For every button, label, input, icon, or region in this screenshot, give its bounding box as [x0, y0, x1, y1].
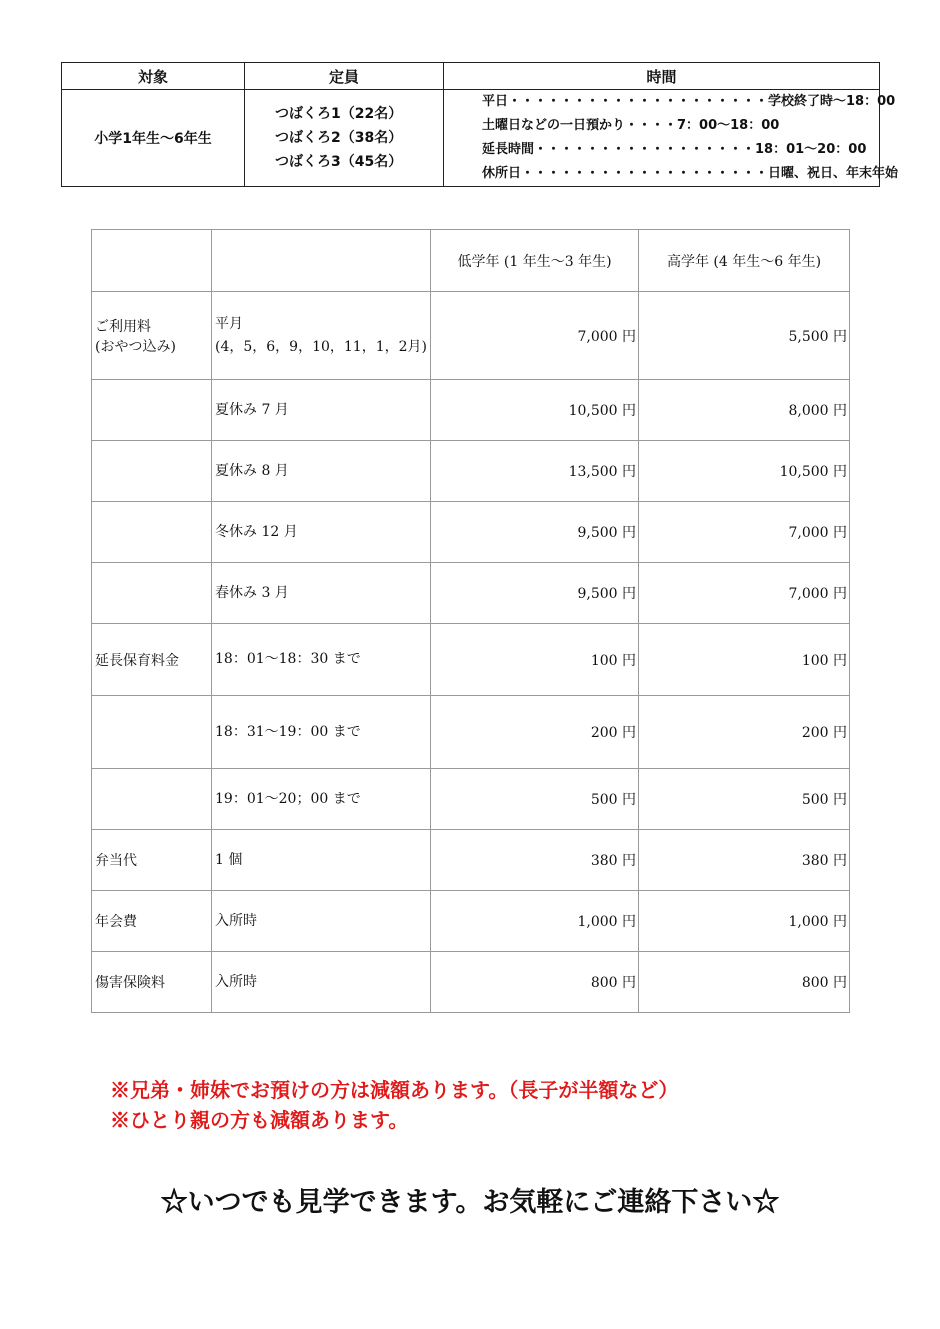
hours-item: 土曜日などの一日預かり・・・・7：00～18：00 [482, 118, 780, 133]
fee-category: 傷害保険料 [92, 952, 212, 1013]
upper-grade-fee: 100 円 [639, 624, 850, 696]
fee-item: 1 個 [212, 830, 431, 891]
fee-category [92, 502, 212, 563]
lower-grade-fee: 9,500 円 [431, 563, 639, 624]
fee-category: 年会費 [92, 891, 212, 952]
capacity-header: 定員 [245, 63, 444, 90]
fee-item: 18：01～18：30 まで [212, 624, 431, 696]
upper-grade-fee: 500 円 [639, 769, 850, 830]
lower-grade-fee: 10,500 円 [431, 380, 639, 441]
fee-row [92, 292, 850, 380]
fee-item: 平月 (4，5，6，9，10，11，1，2月) [212, 292, 431, 380]
upper-grade-fee: 1,000 円 [639, 891, 850, 952]
fee-item: 夏休み 8 月 [212, 441, 431, 502]
fee-item: 19：01～20；00 まで [212, 769, 431, 830]
sibling-discount-note: ※兄弟・姉妹でお預けの方は減額あります。（長子が半額など） [110, 1078, 679, 1102]
fee-row [92, 441, 850, 502]
capacity-item: つばくろ2（38名） [275, 130, 403, 146]
lower-grade-header: 低学年 (1 年生～3 年生) [431, 230, 639, 292]
hours-list [444, 90, 899, 187]
upper-grade-fee: 7,000 円 [639, 502, 850, 563]
capacity-item: つばくろ1（22名） [275, 106, 403, 122]
upper-grade-fee: 7,000 円 [639, 563, 850, 624]
target-value: 小学1年生～6年生 [62, 90, 245, 187]
fee-category [92, 441, 212, 502]
upper-grade-header: 高学年 (4 年生～6 年生) [639, 230, 850, 292]
fee-category [92, 769, 212, 830]
hours-item: 休所日・・・・・・・・・・・・・・・・・・・日曜、祝日、年末年始 [482, 166, 899, 181]
blank-header-cell [212, 230, 431, 292]
capacity-item: つばくろ3（45名） [275, 154, 403, 170]
discount-notes [110, 1075, 678, 1135]
single-parent-discount-note: ※ひとり親の方も減額あります。 [110, 1108, 409, 1132]
hours-item: 延長時間・・・・・・・・・・・・・・・・・18：01～20：00 [482, 142, 867, 157]
fee-item: 夏休み 7 月 [212, 380, 431, 441]
fee-row [92, 624, 850, 696]
fee-row [92, 952, 850, 1013]
upper-grade-fee: 10,500 円 [639, 441, 850, 502]
fee-row [92, 502, 850, 563]
upper-grade-fee: 380 円 [639, 830, 850, 891]
fee-category [92, 380, 212, 441]
fee-category: ご利用料 (おやつ込み) [92, 292, 212, 380]
fee-row [92, 891, 850, 952]
overview-table [61, 62, 899, 187]
fee-row [92, 830, 850, 891]
fee-category: 延長保育料金 [92, 624, 212, 696]
upper-grade-fee: 5,500 円 [639, 292, 850, 380]
lower-grade-fee: 380 円 [431, 830, 639, 891]
closing-message: ☆いつでも見学できます。お気軽にご連絡下さい☆ [160, 1187, 780, 1218]
fee-item: 冬休み 12 月 [212, 502, 431, 563]
lower-grade-fee: 1,000 円 [431, 891, 639, 952]
fee-row [92, 380, 850, 441]
capacity-list [245, 90, 444, 187]
fee-category: 弁当代 [92, 830, 212, 891]
fee-item: 入所時 [212, 952, 431, 1013]
lower-grade-fee: 7,000 円 [431, 292, 639, 380]
target-header: 対象 [62, 63, 245, 90]
fee-item: 入所時 [212, 891, 431, 952]
upper-grade-fee: 8,000 円 [639, 380, 850, 441]
lower-grade-fee: 800 円 [431, 952, 639, 1013]
blank-header-cell [92, 230, 212, 292]
fee-row [92, 563, 850, 624]
fee-row [92, 769, 850, 830]
fee-category [92, 563, 212, 624]
hours-header: 時間 [444, 63, 880, 90]
fee-header-row [92, 230, 850, 292]
fee-item: 春休み 3 月 [212, 563, 431, 624]
hours-item: 平日・・・・・・・・・・・・・・・・・・・・学校終了時～18：00 [482, 94, 896, 109]
lower-grade-fee: 500 円 [431, 769, 639, 830]
upper-grade-fee: 200 円 [639, 696, 850, 769]
upper-grade-fee: 800 円 [639, 952, 850, 1013]
lower-grade-fee: 13,500 円 [431, 441, 639, 502]
lower-grade-fee: 200 円 [431, 696, 639, 769]
lower-grade-fee: 100 円 [431, 624, 639, 696]
fee-table [91, 229, 850, 1013]
fee-item: 18：31～19：00 まで [212, 696, 431, 769]
lower-grade-fee: 9,500 円 [431, 502, 639, 563]
fee-row [92, 696, 850, 769]
fee-category [92, 696, 212, 769]
